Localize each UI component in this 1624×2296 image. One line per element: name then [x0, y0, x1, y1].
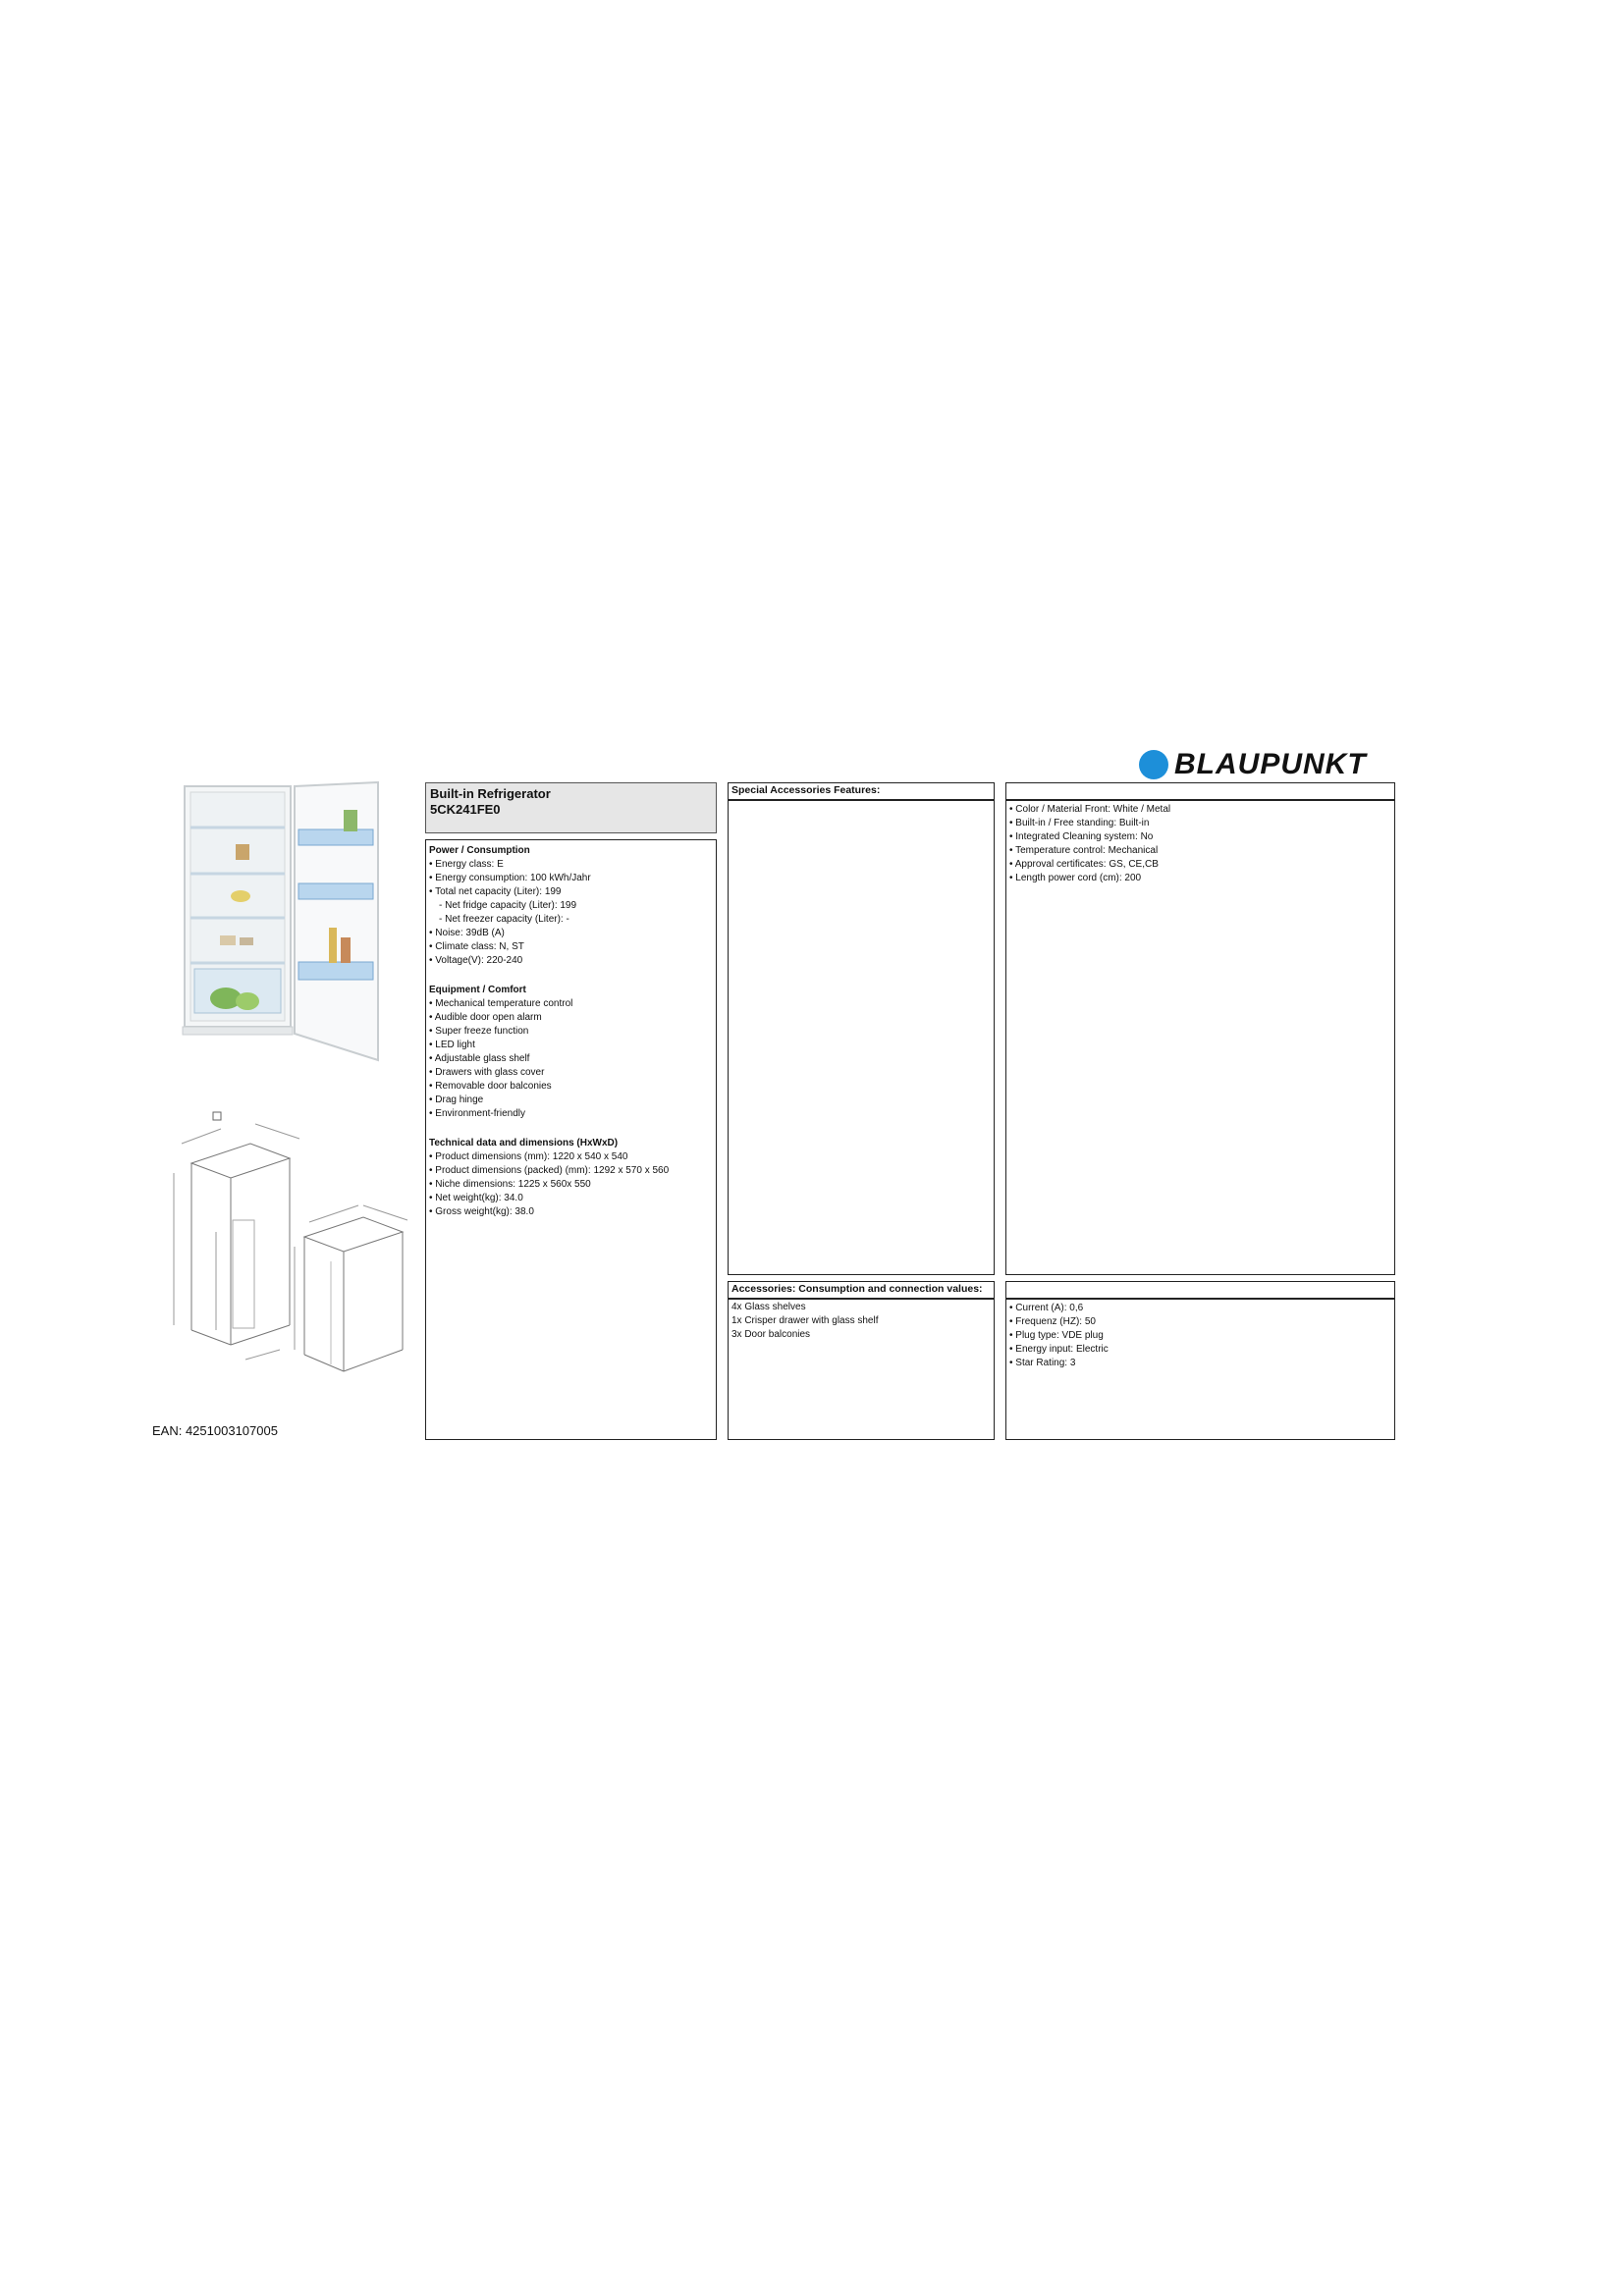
accessory-item: 3x Door balconies	[731, 1329, 811, 1340]
spec-section-title: Equipment / Comfort	[429, 985, 526, 995]
connection-value-item: • Star Rating: 3	[1009, 1358, 1076, 1368]
spec-item: - Net freezer capacity (Liter): -	[439, 914, 569, 925]
product-model: 5CK241FE0	[430, 802, 501, 817]
spec-item: • Integrated Cleaning system: No	[1009, 831, 1154, 842]
spec-item: • Super freeze function	[429, 1026, 529, 1037]
section-spacer	[429, 968, 713, 982]
spec-item: • Net weight(kg): 34.0	[429, 1193, 523, 1203]
spec-item: • Approval certificates: GS, CE,CB	[1009, 859, 1159, 870]
brand-logo-text: BLAUPUNKT	[1174, 748, 1367, 780]
connection-value-item: • Plug type: VDE plug	[1009, 1330, 1104, 1341]
spec-section-title: Power / Consumption	[429, 845, 530, 856]
spec-item: • Product dimensions (mm): 1220 x 540 x 540	[429, 1151, 628, 1162]
right-specs	[1009, 803, 1391, 885]
product-title-box	[425, 782, 717, 833]
product-photo	[177, 780, 393, 1065]
spec-item: • Length power cord (cm): 200	[1009, 873, 1142, 883]
product-type: Built-in Refrigerator	[430, 786, 551, 801]
spec-item: • Temperature control: Mechanical	[1009, 845, 1159, 856]
spec-item: • Energy consumption: 100 kWh/Jahr	[429, 873, 591, 883]
spec-item: • Removable door balconies	[429, 1081, 552, 1092]
spec-item: • Mechanical temperature control	[429, 998, 573, 1009]
spec-item: • Product dimensions (packed) (mm): 1292 x 570 x 560	[429, 1165, 670, 1176]
connection-value-item: • Energy input: Electric	[1009, 1344, 1109, 1355]
ean-code: EAN: 4251003107005	[152, 1423, 278, 1438]
left-specs	[429, 844, 713, 1219]
accessory-item: 4x Glass shelves	[731, 1302, 806, 1312]
spec-item: • Voltage(V): 220-240	[429, 955, 523, 966]
spec-item: • Gross weight(kg): 38.0	[429, 1206, 534, 1217]
brand-logo-dot-icon	[1139, 750, 1168, 779]
spec-item: • Audible door open alarm	[429, 1012, 542, 1023]
spec-item: • Built-in / Free standing: Built-in	[1009, 818, 1150, 828]
spec-item: • Color / Material Front: White / Metal	[1009, 804, 1171, 815]
spec-item: • Total net capacity (Liter): 199	[429, 886, 562, 897]
spec-section-title: Technical data and dimensions (HxWxD)	[429, 1138, 619, 1148]
connection-value-item: • Frequenz (HZ): 50	[1009, 1316, 1096, 1327]
connection-value-item: • Current (A): 0,6	[1009, 1303, 1084, 1313]
right-specs-header-bar	[1005, 782, 1395, 800]
spec-item: • Climate class: N, ST	[429, 941, 524, 952]
special-accessories-box	[728, 800, 995, 1275]
spec-item: - Net fridge capacity (Liter): 199	[439, 900, 577, 911]
accessories-list	[731, 1301, 991, 1342]
connection-values-header-bar	[1005, 1281, 1395, 1299]
special-accessories-header: Special Accessories Features:	[728, 782, 995, 800]
spec-item: • Niche dimensions: 1225 x 560x 550	[429, 1179, 591, 1190]
connection-values-box	[1005, 1299, 1395, 1440]
spec-item: • Drawers with glass cover	[429, 1067, 545, 1078]
spec-item: • Environment-friendly	[429, 1108, 525, 1119]
accessory-item: 1x Crisper drawer with glass shelf	[731, 1315, 879, 1326]
brand-logo	[1139, 746, 1394, 783]
spec-item: • Drag hinge	[429, 1095, 484, 1105]
left-specs-box	[425, 839, 717, 1440]
accessories-header: Accessories: Consumption and connection values:	[728, 1281, 995, 1299]
technical-drawing	[162, 1104, 417, 1399]
right-specs-box	[1005, 800, 1395, 1275]
spec-item: • Energy class: E	[429, 859, 504, 870]
accessories-box	[728, 1299, 995, 1440]
spec-item: • Adjustable glass shelf	[429, 1053, 530, 1064]
connection-values-list	[1009, 1302, 1391, 1370]
spec-item: • LED light	[429, 1040, 475, 1050]
spec-item: • Noise: 39dB (A)	[429, 928, 505, 938]
section-spacer	[429, 1121, 713, 1135]
